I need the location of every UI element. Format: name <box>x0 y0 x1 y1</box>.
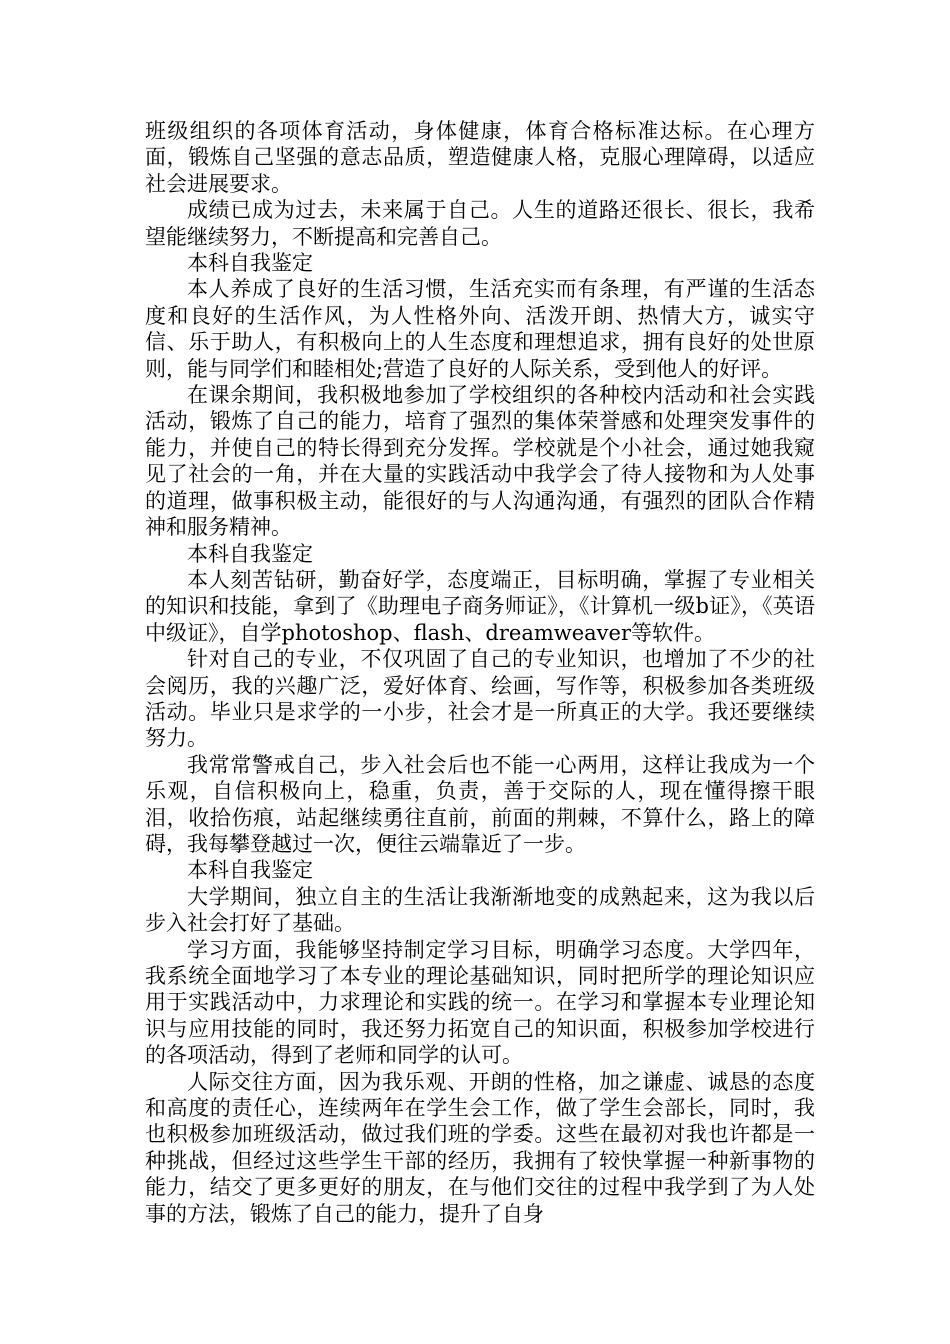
section-heading: 本科自我鉴定 <box>187 541 313 566</box>
paragraph: 大学期间，独立自主的生活让我渐渐地变的成熟起来，这为我以后步入社会打好了基础。 <box>145 884 815 936</box>
paragraph: 本人养成了良好的生活习惯，生活充实而有条理，有严谨的生活态度和良好的生活作风，为人性格外向、活泼开朗、热情大方，诚实守信、乐于助人，有积极向上的人生态度和理想追求，拥有良好的处世原则，能与同学们和睦相处;营造了良好的人际关系，受到他人的好评。 <box>145 277 815 381</box>
section-heading: 本科自我鉴定 <box>187 251 313 276</box>
paragraph: 本人刻苦钻研，勤奋好学，态度端正，目标明确，掌握了专业相关的知识和技能，拿到了《助理电子商务师证》，《计算机一级b证》，《英语中级证》，自学photoshop、flash、dreamweaver等软件。 <box>145 567 815 645</box>
paragraph: 我常常警戒自己，步入社会后也不能一心两用，这样让我成为一个乐观，自信积极向上，稳重，负责，善于交际的人，现在懂得擦干眼泪，收拾伤痕，站起继续勇往直前，前面的荆棘，不算什么，路上的障碍，我每攀登越过一次，便往云端靠近了一步。 <box>145 752 815 856</box>
document-body <box>145 118 815 1227</box>
paragraph: 人际交往方面，因为我乐观、开朗的性格，加之谦虚、诚恳的态度和高度的责任心，连续两年在学生会工作，做了学生会部长，同时，我也积极参加班级活动，做过我们班的学委。这些在最初对我也许都是一种挑战，但经过这些学生干部的经历，我拥有了较快掌握一种新事物的能力，结交了更多更好的朋友，在与他们交往的过程中我学到了为人处事的方法，锻炼了自己的能力，提升了自身 <box>145 1069 815 1226</box>
paragraph: 成绩已成为过去，未来属于自己。人生的道路还很长、很长，我希望能继续努力，不断提高和完善自己。 <box>145 198 815 249</box>
paragraph: 班级组织的各项体育活动，身体健康，体育合格标准达标。在心理方面，锻炼自己坚强的意志品质，塑造健康人格，克服心理障碍，以适应社会进展要求。 <box>145 119 815 196</box>
paragraph: 学习方面，我能够坚持制定学习目标，明确学习态度。大学四年，我系统全面地学习了本专业的理论基础知识，同时把所学的理论知识应用于实践活动中，力求理论和实践的统一。在学习和掌握本专业理论知识与应用技能的同时，我还努力拓宽自己的知识面，积极参加学校进行的各项活动，得到了老师和同学的认可。 <box>145 937 815 1068</box>
paragraph: 针对自己的专业，不仅巩固了自己的专业知识，也增加了不少的社会阅历，我的兴趣广泛，爱好体育、绘画，写作等，积极参加各类班级活动。毕业只是求学的一小步，社会才是一所真正的大学。我还要继续努力。 <box>145 647 815 751</box>
section-heading: 本科自我鉴定 <box>187 858 313 883</box>
paragraph: 在课余期间，我积极地参加了学校组织的各种校内活动和社会实践活动，锻炼了自己的能力，培育了强烈的集体荣誉感和处理突发事件的能力，并使自己的特长得到充分发挥。学校就是个小社会，通过她我窥见了社会的一角，并在大量的实践活动中我学会了待人接物和为人处事的道理，做事积极主动，能很好的与人沟通沟通，有强烈的团队合作精神和服务精神。 <box>145 383 815 540</box>
